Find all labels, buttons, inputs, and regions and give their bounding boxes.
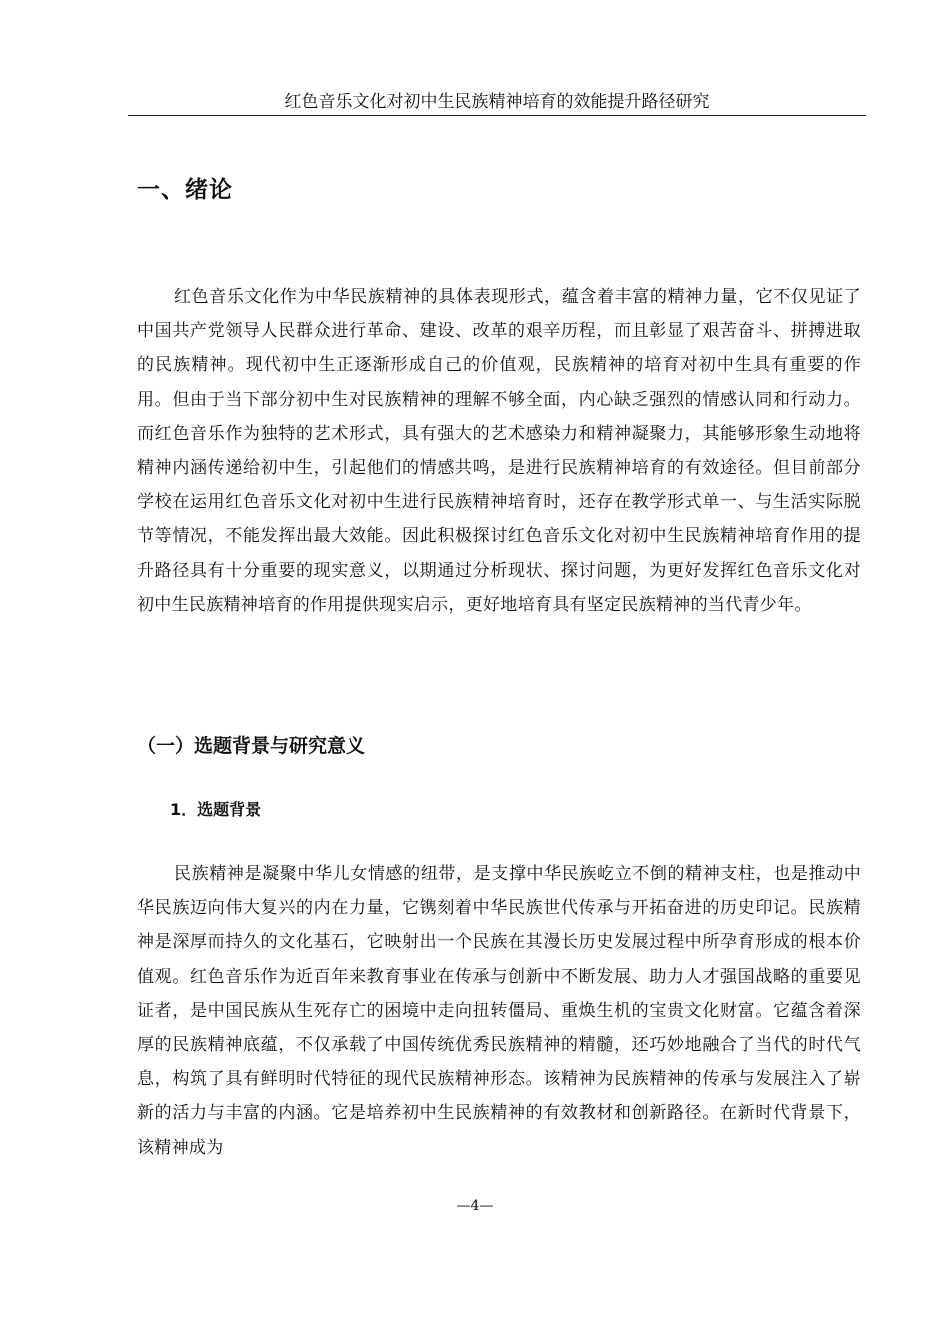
intro-paragraph: 红色音乐文化作为中华民族精神的具体表现形式，蕴含着丰富的精神力量，它不仅见证了中国共产党领导人民群众进行革命、建设、改革的艰辛历程，而且彰显了艰苦奋斗、拼搏进取的民族精神。现代初中生正逐渐形成自己的价值观，民族精神的培育对初中生具有重要的作用。但由于当下部分初中生对民族精神的理解不够全面，内心缺乏强烈的情感认同和行动力。而红色音乐作为独特的艺术形式，具有强大的艺术感染力和精神凝聚力，其能够形象生动地将精神内涵传递给初中生，引起他们的情感共鸣，是进行民族精神培育的有效途径。但目前部分学校在运用红色音乐文化对初中生进行民族精神培育时，还存在教学形式单一、与生活实际脱节等情况，不能发挥出最大效能。因此积极探讨红色音乐文化对初中生民族精神培育作用的提升路径具有十分重要的现实意义，以期通过分析现状、探讨问题，为更好发挥红色音乐文化对初中生民族精神培育的作用提供现实启示，更好地培育具有坚定民族精神的当代青少年。 [137, 287, 861, 615]
background-paragraph: 民族精神是凝聚中华儿女情感的纽带，是支撑中华民族屹立不倒的精神支柱，也是推动中华民族迈向伟大复兴的内在力量，它镌刻着中华民族世代传承与开拓奋进的历史印记。民族精神是深厚而持久的文化基石，它映射出一个民族在其漫长历史发展过程中所孕育形成的根本价值观。红色音乐作为近百年来教育事业在传承与创新中不断发展、助力人才强国战略的重要见证者，是中国民族从生死存亡的困境中走向扭转僵局、重焕生机的宝贵文化财富。它蕴含着深厚的民族精神底蕴，不仅承载了中国传统优秀民族精神的精髓，还巧妙地融合了当代的时代气息，构筑了具有鲜明时代特征的现代民族精神形态。该精神为民族精神的传承与发展注入了崭新的活力与丰富的内涵。它是培养初中生民族精神的有效教材和创新路径。在新时代背景下，该精神成为 [137, 864, 861, 1158]
running-header: 红色音乐文化对初中生民族精神培育的效能提升路径研究 [284, 92, 710, 112]
subsection-title: 1．选题背景 [170, 800, 262, 819]
section-title: （一）选题背景与研究意义 [137, 735, 366, 757]
chapter-title: 一、绪论 [137, 177, 233, 203]
page-number: —4— [456, 1198, 494, 1214]
header-divider [128, 115, 866, 116]
